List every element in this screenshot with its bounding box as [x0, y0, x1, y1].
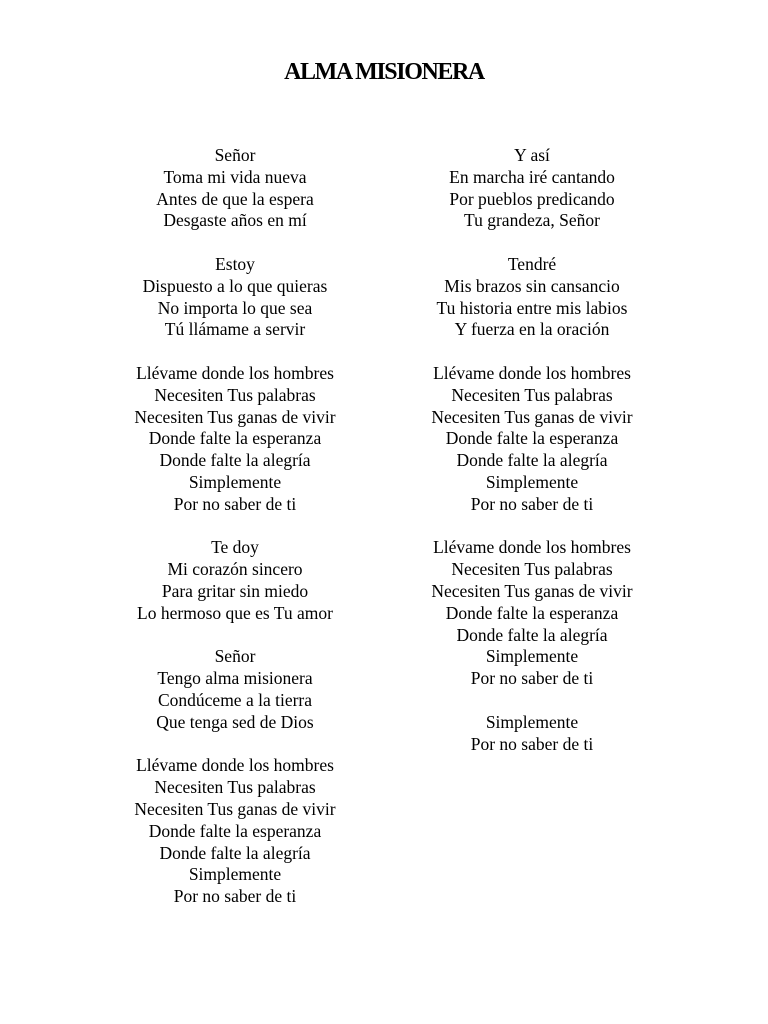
- lyric-line: Te doy: [211, 537, 259, 558]
- lyric-line: Desgaste años en mí: [163, 210, 307, 231]
- left-stanza-2: [85, 254, 385, 341]
- lyric-line: Para gritar sin miedo: [161, 580, 309, 601]
- lyric-line: Necesiten Tus palabras: [154, 777, 316, 798]
- lyric-line: Tu historia entre mis labios: [436, 297, 628, 318]
- lyric-line: Mi corazón sincero: [167, 559, 303, 580]
- lyric-line: Donde falte la esperanza: [445, 428, 619, 449]
- lyric-line: Antes de que la espera: [156, 188, 314, 209]
- lyric-line: Simplemente: [485, 711, 579, 732]
- lyric-line: Que tenga sed de Dios: [156, 711, 314, 732]
- right-stanza-4: [382, 537, 682, 690]
- lyric-line: Necesiten Tus palabras: [451, 559, 613, 580]
- lyric-line: Dispuesto a lo que quieras: [142, 275, 328, 296]
- lyric-line: No importa lo que sea: [157, 297, 313, 318]
- lyric-line: Por pueblos predicando: [449, 188, 615, 209]
- lyric-line: Simplemente: [485, 646, 579, 667]
- lyric-line: Donde falte la esperanza: [148, 820, 322, 841]
- lyric-line: Llévame donde los hombres: [136, 362, 334, 383]
- lyric-line: Mis brazos sin cansancio: [444, 275, 620, 296]
- right-stanza-5: [382, 712, 682, 756]
- lyric-line: Llévame donde los hombres: [433, 362, 631, 383]
- left-stanza-6: [85, 755, 385, 908]
- lyric-line: Por no saber de ti: [470, 733, 594, 754]
- right-lyrics-column: [382, 145, 682, 777]
- lyric-line: Llévame donde los hombres: [433, 537, 631, 558]
- lyric-line: Donde falte la esperanza: [148, 428, 322, 449]
- lyric-line: Por no saber de ti: [470, 668, 594, 689]
- left-stanza-4: [85, 537, 385, 624]
- lyric-line: Tengo alma misionera: [157, 668, 313, 689]
- lyric-line: Señor: [214, 145, 256, 165]
- left-stanza-1: [85, 145, 385, 232]
- lyric-line: Lo hermoso que es Tu amor: [137, 602, 333, 623]
- lyric-line: Por no saber de ti: [470, 493, 594, 514]
- lyric-line: Señor: [214, 646, 256, 667]
- lyric-line: Tú llámame a servir: [164, 319, 306, 340]
- lyric-line: Llévame donde los hombres: [136, 755, 334, 776]
- lyric-line: En marcha iré cantando: [449, 166, 615, 187]
- lyric-line: Y así: [514, 145, 550, 165]
- page-title: ALMA MISIONERA: [284, 59, 484, 85]
- lyric-line: Donde falte la esperanza: [445, 602, 619, 623]
- lyric-line: Necesiten Tus ganas de vivir: [134, 798, 336, 819]
- lyric-line: Necesiten Tus palabras: [154, 384, 316, 405]
- left-stanza-3: [85, 363, 385, 516]
- lyric-line: Necesiten Tus ganas de vivir: [431, 580, 633, 601]
- lyric-line: Necesiten Tus palabras: [451, 384, 613, 405]
- right-stanza-1: [382, 145, 682, 232]
- lyric-line: Donde falte la alegría: [456, 624, 608, 645]
- lyric-line: Necesiten Tus ganas de vivir: [134, 406, 336, 427]
- lyric-line: Tendré: [507, 253, 557, 274]
- lyric-line: Y fuerza en la oración: [454, 319, 610, 340]
- lyric-line: Necesiten Tus ganas de vivir: [431, 406, 633, 427]
- lyric-line: Tu grandeza, Señor: [464, 210, 600, 231]
- lyric-line: Toma mi vida nueva: [163, 166, 307, 187]
- right-stanza-3: [382, 363, 682, 516]
- lyric-line: Donde falte la alegría: [159, 450, 311, 471]
- lyric-line: Por no saber de ti: [173, 493, 297, 514]
- lyric-line: Simplemente: [485, 471, 579, 492]
- lyric-line: Donde falte la alegría: [456, 450, 608, 471]
- lyric-line: Estoy: [215, 253, 255, 274]
- left-stanza-5: [85, 646, 385, 733]
- left-lyrics-column: [85, 145, 385, 930]
- lyric-line: Simplemente: [188, 864, 282, 885]
- right-stanza-2: [382, 254, 682, 341]
- lyric-line: Donde falte la alegría: [159, 842, 311, 863]
- lyric-line: Por no saber de ti: [173, 886, 297, 907]
- lyric-line: Condúceme a la tierra: [157, 689, 313, 710]
- lyric-line: Simplemente: [188, 471, 282, 492]
